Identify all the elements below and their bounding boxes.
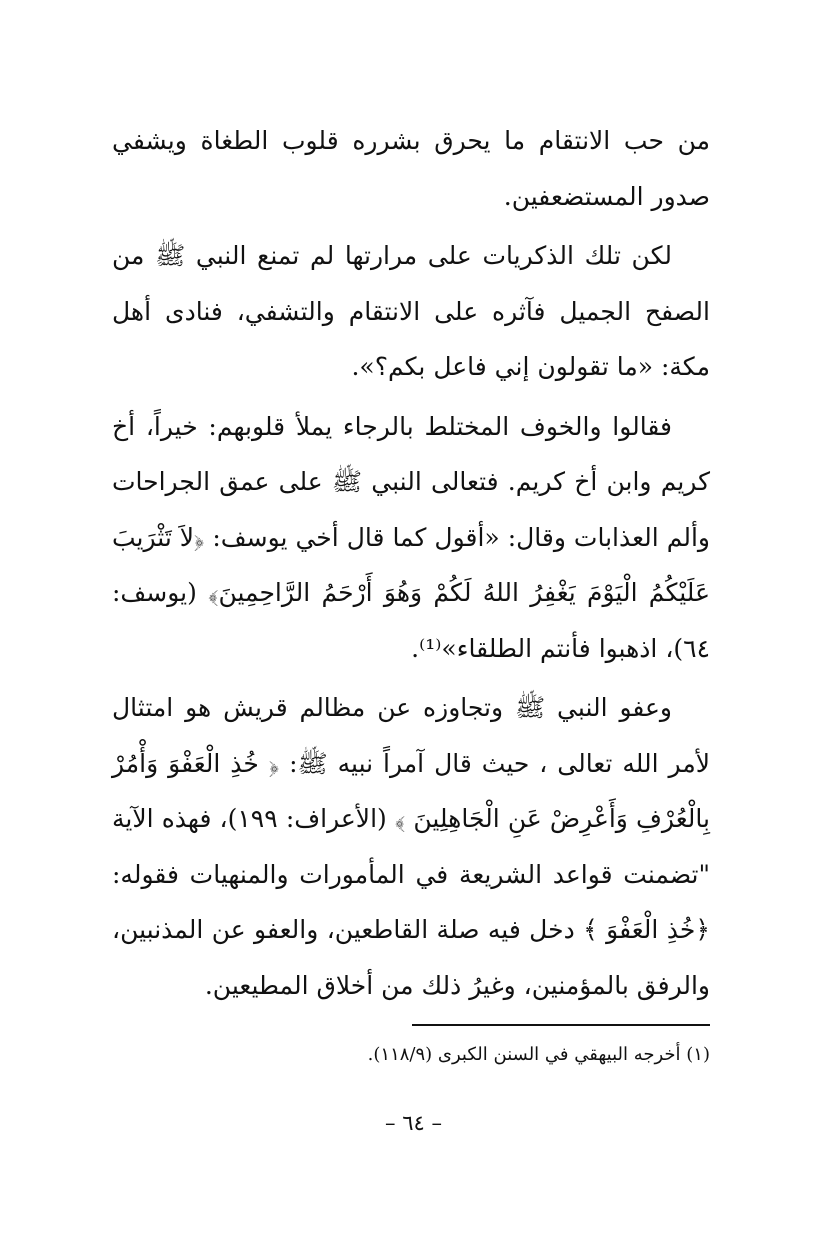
paragraph-3: فقالوا والخوف المختلط بالرجاء يملأ قلوبهم: خيراً، أخ كريم وابن أخ كريم. فتعالى النبي ﷺ على عمق الجراحات وألم العذابات وقال: «أقول كما قال أخي يوسف: ﴿لاَ تَثْرَيبَ عَلَيْكُمُ الْيَوْمَ يَغْفِرُ اللهُ لَكُمْ وَهُوَ أَرْحَمُ الرَّاحِمِينَ﴾ (يوسف: ٦٤)، اذهبوا فأنتم الطلقاء»⁽¹⁾.: [112, 411, 710, 663]
page-number: – ٦٤ –: [385, 1111, 442, 1135]
paragraph-4: وعفو النبي ﷺ وتجاوزه عن مظالم قريش هو امتثال لأمر الله تعالى ، حيث قال آمراً نبيه ﷺ: ﴿ خُذِ الْعَفْوَ وَأْمُرْ بِالْعُرْفِ وَأَعْرِضْ عَنِ الْجَاهِلِينَ ﴾ (الأعراف: ١٩٩)، فهذه الآية "تضمنت قواعد الشريعة في المأمورات والمنهيات فقوله: ﴿خُذِ الْعَفْوَ ﴾ دخل فيه صلة القاطعين، والعفو عن المذنبين، والرفق بالمؤمنين، وغيرُ ذلك من أخلاق المطيعين.: [112, 693, 710, 1000]
main-text: [112, 113, 710, 1013]
footnote-divider: [412, 1024, 710, 1026]
paragraph-2: لكن تلك الذكريات على مرارتها لم تمنع النبي ﷺ من الصفح الجميل فآثره على الانتقام والتشفي، فنادى أهل مكة: «ما تقولون إني فاعل بكم؟».: [112, 241, 710, 381]
paragraph-1: من حب الانتقام ما يحرق بشرره قلوب الطغاة ويشفي صدور المستضعفين.: [112, 126, 710, 211]
footnote: (١) أخرجه البيهقي في السنن الكبرى (١١٨/٩).: [367, 1044, 710, 1065]
